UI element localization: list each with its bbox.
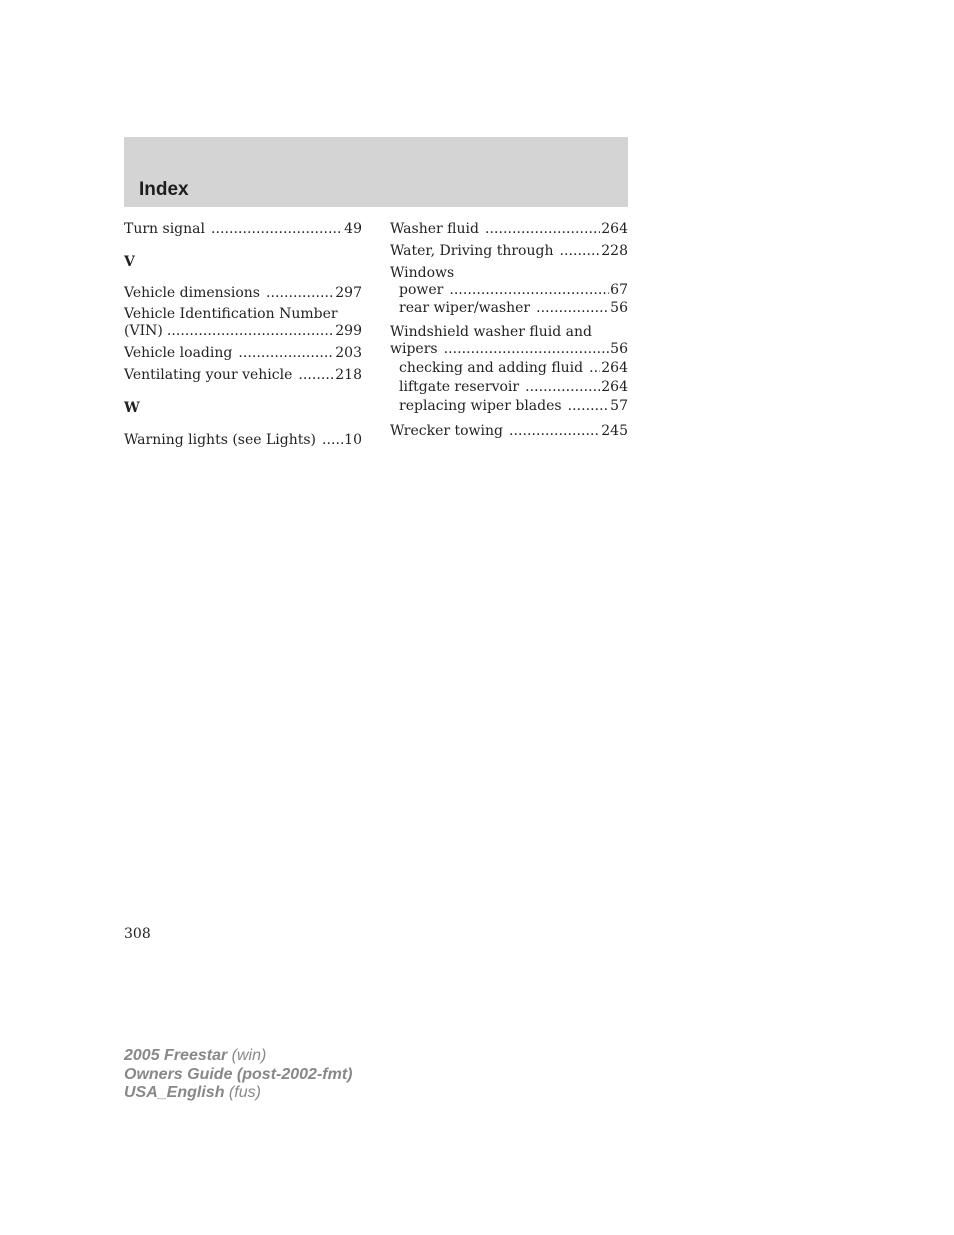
entry-term: power xyxy=(399,282,444,298)
entry-page: 57 xyxy=(610,398,628,414)
index-subentry-rear-wiper xyxy=(390,299,628,317)
entry-term-line: Vehicle Identification Number xyxy=(124,306,338,322)
entry-term: Washer fluid xyxy=(390,221,479,237)
entry-page: 203 xyxy=(335,345,362,361)
footer-line-1 xyxy=(124,1047,352,1066)
dot-leader xyxy=(509,422,600,440)
entry-page: 264 xyxy=(601,360,628,376)
entry-term-line: Windshield washer fluid and xyxy=(390,324,592,340)
index-entry-ventilating xyxy=(124,366,362,384)
entry-term: Turn signal xyxy=(124,221,205,237)
entry-term: checking and adding fluid xyxy=(399,360,584,376)
dot-leader xyxy=(211,220,343,238)
entry-page: 49 xyxy=(344,221,362,237)
index-entry-vehicle-dimensions xyxy=(124,284,362,302)
entry-page: 297 xyxy=(335,285,362,301)
entry-page: 245 xyxy=(601,423,628,439)
index-entry-turn-signal xyxy=(124,220,362,238)
footer-line-2 xyxy=(124,1066,352,1085)
entry-term: Vehicle loading xyxy=(124,345,233,361)
entry-page: 218 xyxy=(335,367,362,383)
entry-term: replacing wiper blades xyxy=(399,398,562,414)
entry-page: 10 xyxy=(344,432,362,448)
page-title: Index xyxy=(139,179,189,200)
index-entry-washer-fluid xyxy=(390,220,628,238)
dot-leader xyxy=(444,340,610,358)
section-letter-w: W xyxy=(124,400,140,416)
entry-page: 228 xyxy=(601,243,628,259)
index-subentry-checking-fluid xyxy=(390,359,628,377)
dot-leader xyxy=(485,220,600,238)
index-entry-water-driving xyxy=(390,242,628,260)
index-subentry-replacing-blades xyxy=(390,397,628,415)
index-entry-vehicle-loading xyxy=(124,344,362,362)
footer-model: 2005 Freestar xyxy=(124,1047,228,1064)
dot-leader xyxy=(167,322,334,340)
dot-leader xyxy=(536,299,609,317)
index-entry-warning-lights xyxy=(124,431,362,449)
footer-guide: Owners Guide (post-2002-fmt) xyxy=(124,1065,353,1083)
dot-leader xyxy=(568,397,610,415)
footer-line-3 xyxy=(124,1084,352,1103)
document-footer xyxy=(124,1047,352,1103)
dot-leader xyxy=(559,242,600,260)
index-entry-vin xyxy=(124,322,362,340)
entry-term: liftgate reservoir xyxy=(399,379,520,395)
entry-term: Wrecker towing xyxy=(390,423,503,439)
index-column-left xyxy=(124,220,362,449)
index-column-right xyxy=(390,220,628,440)
entry-page: 299 xyxy=(335,323,362,339)
dot-leader xyxy=(589,359,600,377)
entry-heading-windows: Windows xyxy=(390,265,455,281)
dot-leader xyxy=(238,344,334,362)
header-band xyxy=(124,137,628,207)
page-number: 308 xyxy=(124,926,151,942)
entry-page: 264 xyxy=(601,221,628,237)
footer-model-code: (win) xyxy=(231,1047,267,1064)
entry-term: Warning lights (see Lights) xyxy=(124,432,317,448)
dot-leader xyxy=(449,281,609,299)
entry-page: 67 xyxy=(610,282,628,298)
index-subentry-liftgate xyxy=(390,378,628,396)
entry-term: (VIN) xyxy=(124,323,163,339)
footer-language-code: (fus) xyxy=(228,1084,261,1101)
section-letter-v: V xyxy=(124,254,135,270)
entry-page: 264 xyxy=(601,379,628,395)
entry-term: wipers xyxy=(390,341,438,357)
dot-leader xyxy=(525,378,600,396)
index-entry-wrecker-towing xyxy=(390,422,628,440)
entry-term: Water, Driving through xyxy=(390,243,554,259)
dot-leader xyxy=(266,284,334,302)
entry-page: 56 xyxy=(610,300,628,316)
index-entry-wipers xyxy=(390,340,628,358)
entry-term: Ventilating your vehicle xyxy=(124,367,293,383)
dot-leader xyxy=(322,431,343,449)
dot-leader xyxy=(298,366,334,384)
footer-language: USA_English xyxy=(124,1084,225,1101)
entry-term: Vehicle dimensions xyxy=(124,285,260,301)
entry-term: rear wiper/washer xyxy=(399,300,531,316)
entry-page: 56 xyxy=(610,341,628,357)
index-subentry-power xyxy=(390,281,628,299)
